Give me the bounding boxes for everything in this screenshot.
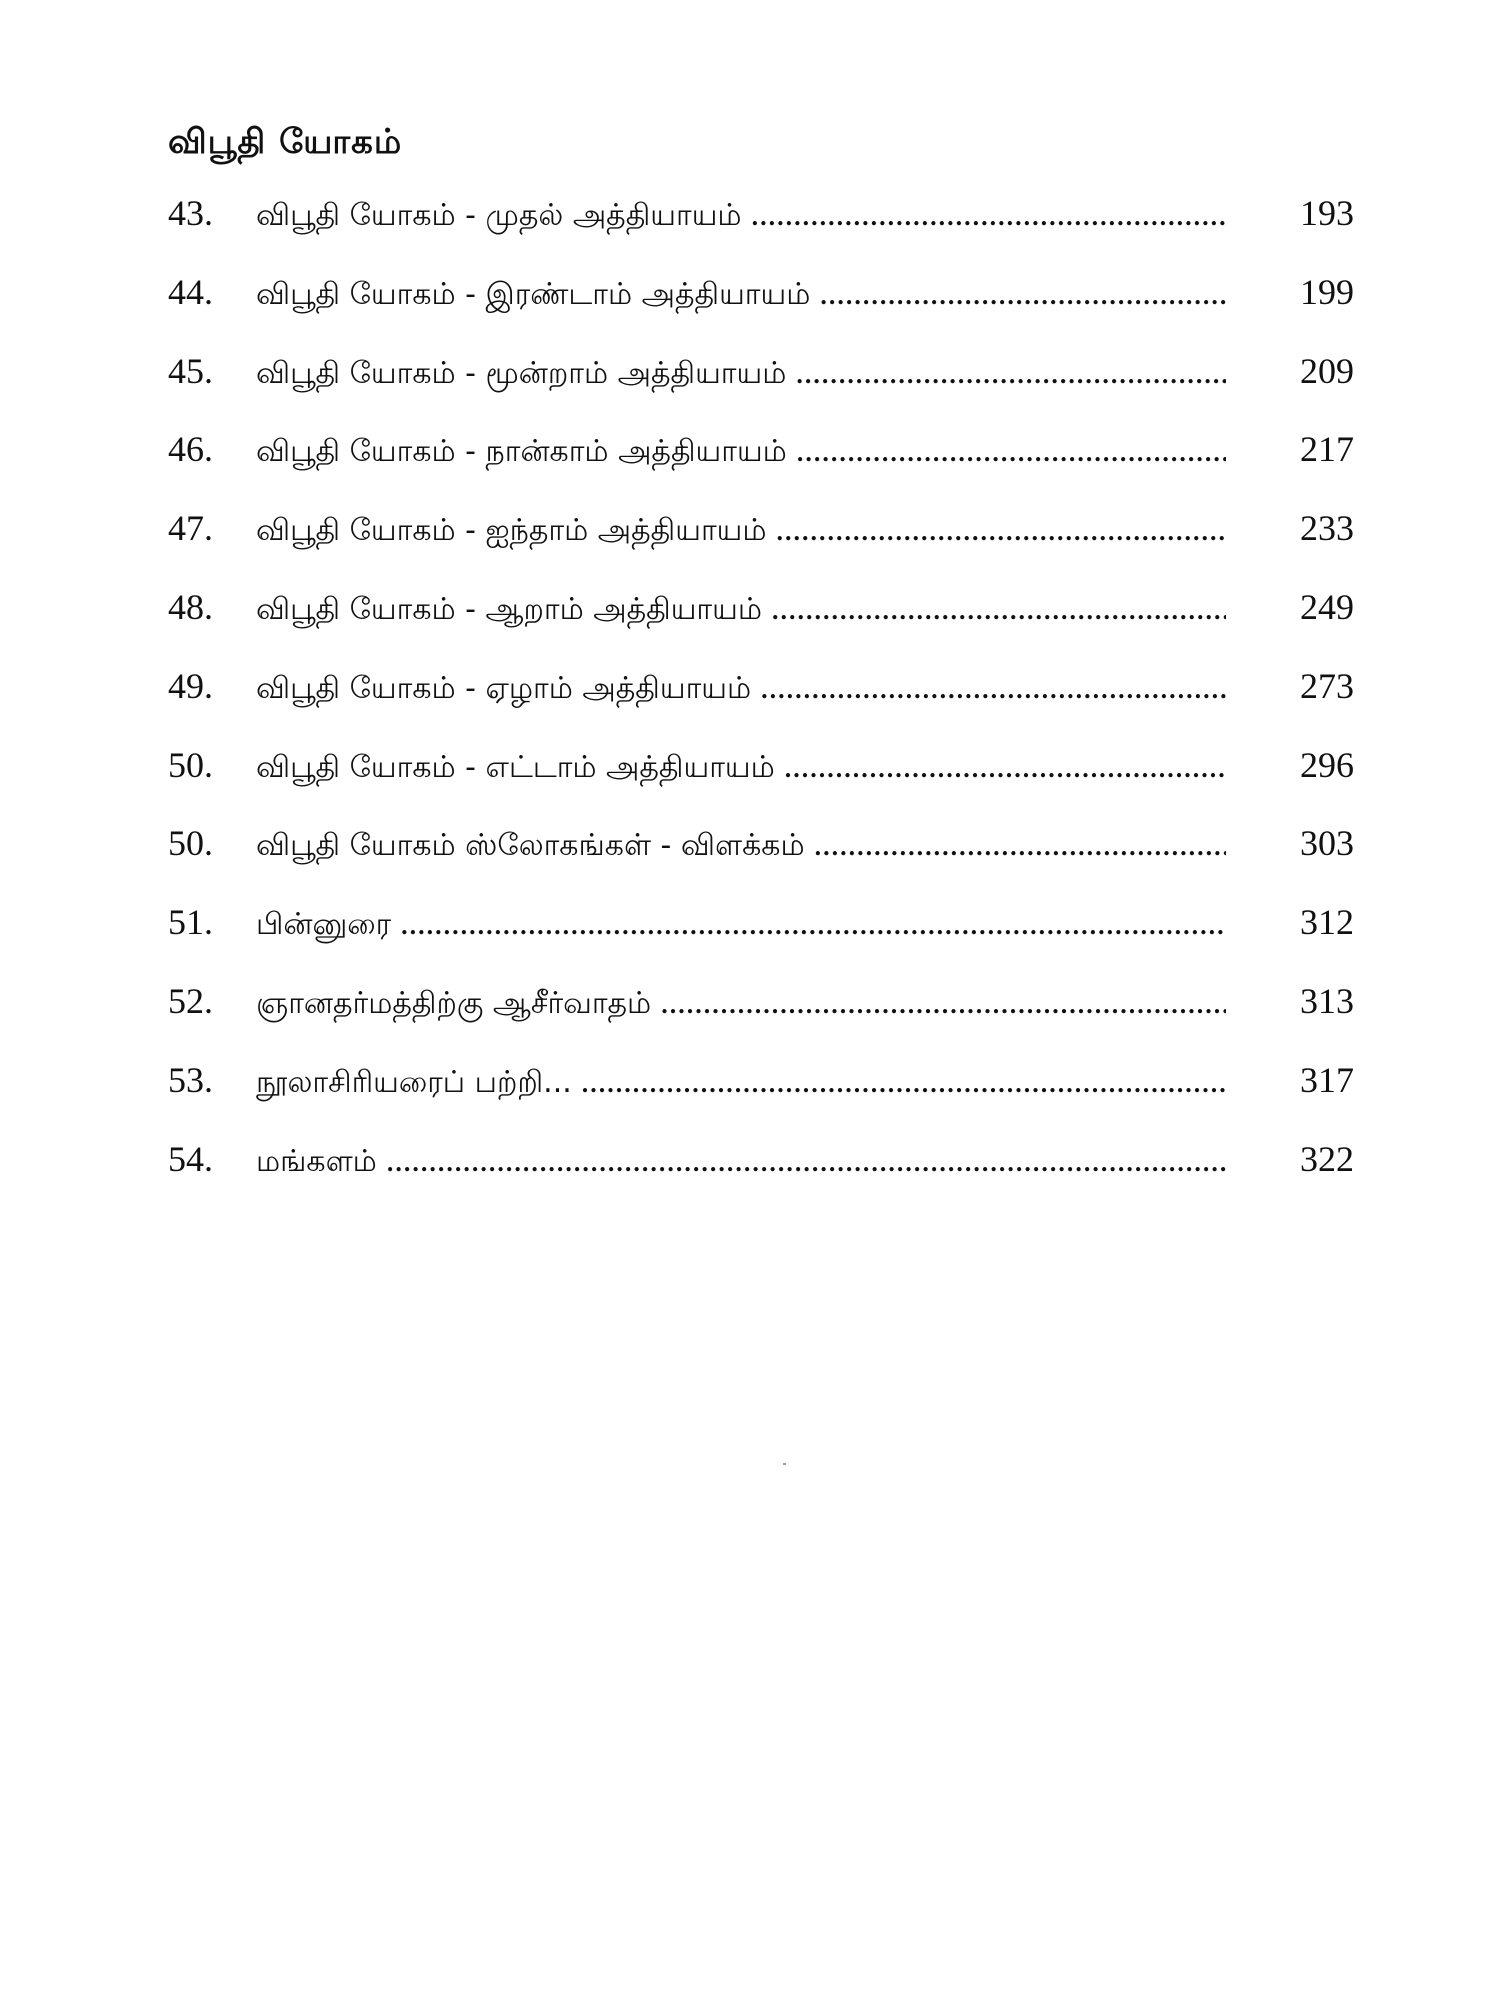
entry-number: 43. xyxy=(168,193,213,233)
toc-entry xyxy=(168,1055,1354,1134)
entry-title: விபூதி யோகம் ஸ்லோகங்கள் - விளக்கம் xyxy=(256,828,805,864)
dot-leader xyxy=(815,822,1226,872)
entry-number: 50. xyxy=(168,823,213,864)
entry-title: விபூதி யோகம் - எட்டாம் அத்தியாயம் xyxy=(256,749,775,785)
entry-number: 52. xyxy=(168,980,213,1021)
scan-speck xyxy=(783,1463,786,1465)
toc-entry xyxy=(168,503,1354,582)
entry-page-number: 296 xyxy=(1300,744,1354,785)
dot-leader xyxy=(661,980,1226,1030)
toc-entry xyxy=(168,818,1354,897)
entry-title: விபூதி யோகம் - ஐந்தாம் அத்தியாயம் xyxy=(256,513,767,549)
dot-leader xyxy=(772,586,1226,636)
entry-page-number: 249 xyxy=(1300,586,1354,627)
entry-page-number: 312 xyxy=(1300,902,1354,943)
entry-number: 49. xyxy=(168,665,213,706)
entry-number: 51. xyxy=(168,902,213,943)
entry-title: விபூதி யோகம் - முதல் அத்தியாயம் xyxy=(256,198,742,233)
entry-number: 44. xyxy=(168,271,213,312)
dot-leader xyxy=(776,507,1226,557)
entry-title: விபூதி யோகம் - ஆறாம் அத்தியாயம் xyxy=(256,591,762,627)
entry-page-number: 217 xyxy=(1300,429,1354,470)
dot-leader xyxy=(785,744,1226,794)
entry-title: பின்னுரை xyxy=(256,907,392,943)
toc-entry xyxy=(168,1134,1354,1213)
entry-number: 45. xyxy=(168,350,213,391)
entry-title: நூலாசிரியரைப் பற்றி... xyxy=(256,1064,572,1100)
section-heading: விபூதி யோகம் xyxy=(168,122,403,162)
entry-title: மங்களம் xyxy=(256,1143,377,1179)
entry-page-number: 233 xyxy=(1300,508,1354,549)
dot-leader xyxy=(820,271,1226,321)
dot-leader xyxy=(761,665,1226,715)
toc-entry xyxy=(168,346,1354,425)
entry-title: விபூதி யோகம் - இரண்டாம் அத்தியாயம் xyxy=(256,276,811,312)
toc-entry xyxy=(168,424,1354,503)
entry-page-number: 273 xyxy=(1300,665,1354,706)
toc-entry xyxy=(168,976,1354,1055)
entry-page-number: 313 xyxy=(1300,980,1354,1021)
table-of-contents xyxy=(168,188,1354,1212)
entry-page-number: 209 xyxy=(1300,350,1354,391)
entry-number: 48. xyxy=(168,586,213,627)
dot-leader xyxy=(387,1138,1226,1188)
entry-page-number: 317 xyxy=(1300,1059,1354,1100)
toc-entry xyxy=(168,267,1354,346)
toc-entry xyxy=(168,188,1354,267)
entry-title: ஞானதர்மத்திற்கு ஆசீர்வாதம் xyxy=(256,985,652,1021)
dot-leader xyxy=(582,1059,1226,1109)
toc-entry xyxy=(168,740,1354,819)
dot-leader xyxy=(401,901,1226,951)
entry-number: 54. xyxy=(168,1138,213,1179)
entry-page-number: 193 xyxy=(1300,193,1354,233)
dot-leader xyxy=(752,192,1226,242)
dot-leader xyxy=(797,428,1226,478)
entry-number: 47. xyxy=(168,508,213,549)
entry-page-number: 199 xyxy=(1300,271,1354,312)
entry-title: விபூதி யோகம் - ஏழாம் அத்தியாயம் xyxy=(256,670,752,706)
toc-entry xyxy=(168,582,1354,661)
entry-number: 53. xyxy=(168,1059,213,1100)
toc-entry xyxy=(168,897,1354,976)
entry-number: 50. xyxy=(168,744,213,785)
entry-title: விபூதி யோகம் - நான்காம் அத்தியாயம் xyxy=(256,434,787,470)
entry-page-number: 322 xyxy=(1300,1138,1354,1179)
entry-page-number: 303 xyxy=(1300,823,1354,864)
entry-number: 46. xyxy=(168,429,213,470)
dot-leader xyxy=(796,350,1226,400)
toc-entry xyxy=(168,661,1354,740)
entry-title: விபூதி யோகம் - மூன்றாம் அத்தியாயம் xyxy=(256,355,787,391)
